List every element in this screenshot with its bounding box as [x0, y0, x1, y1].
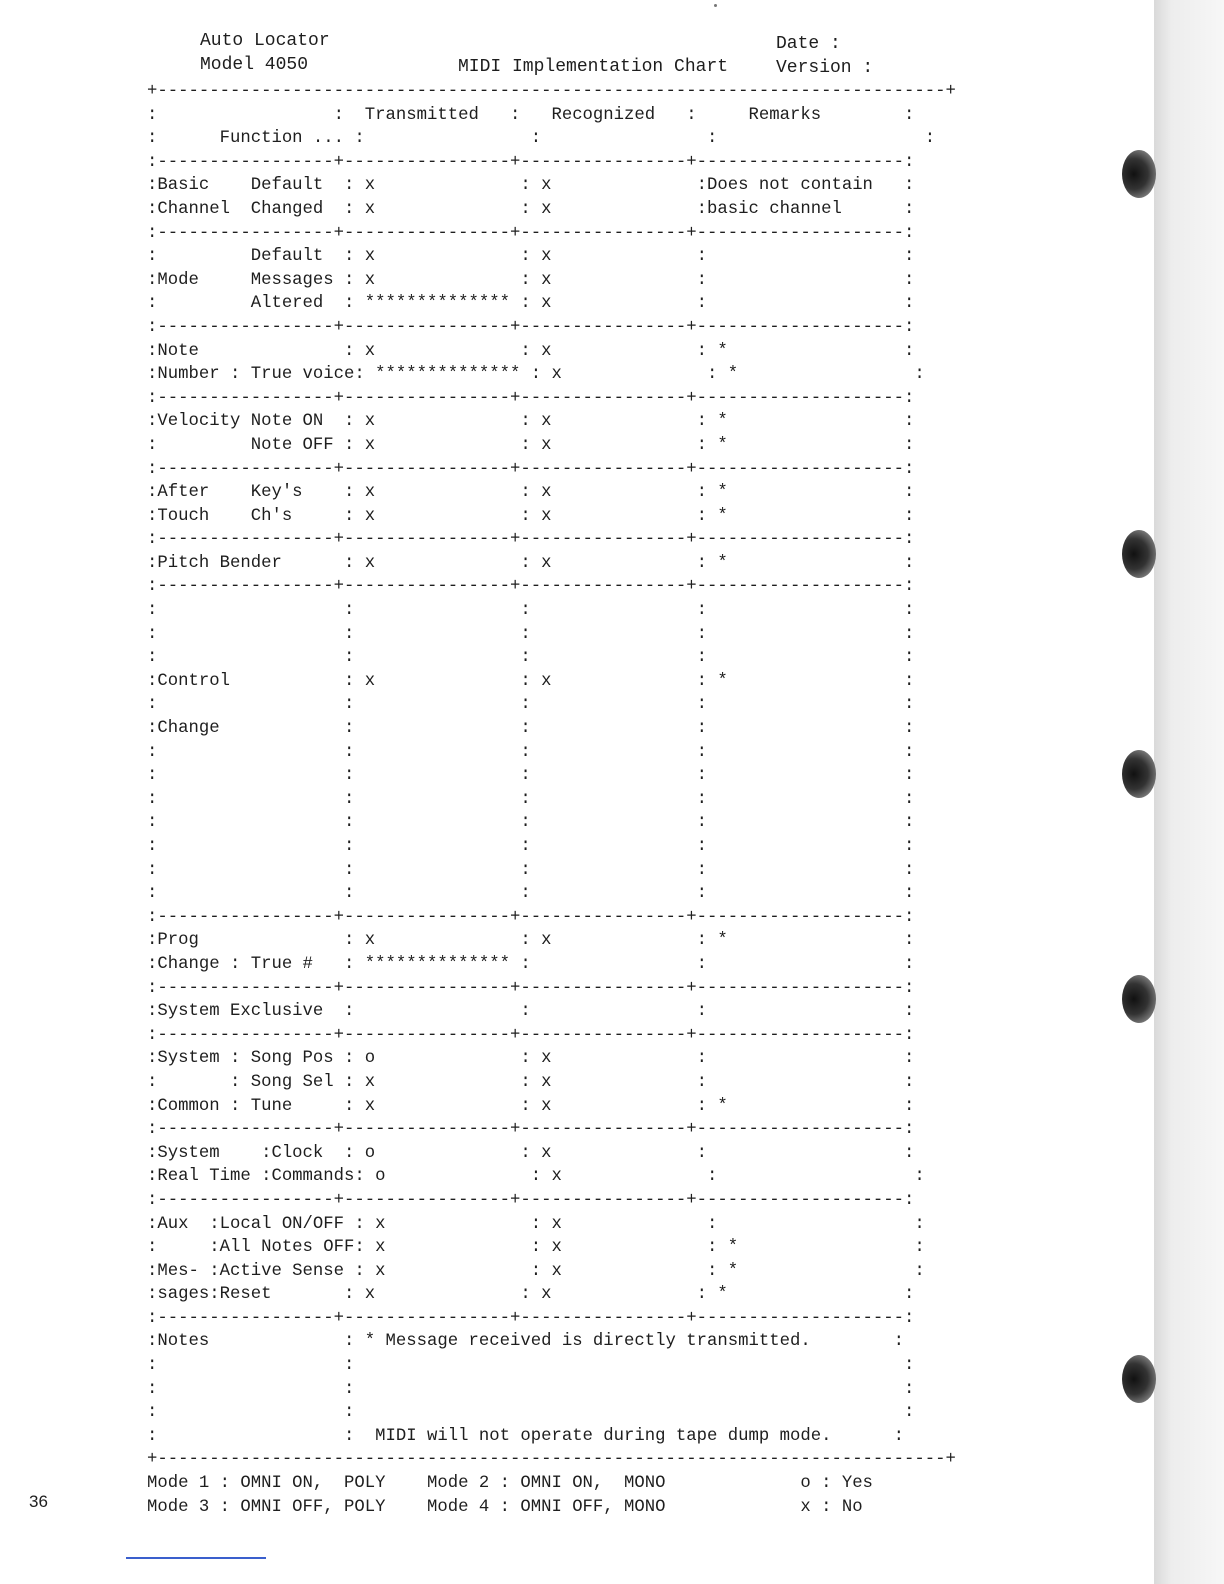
chart-line: :Change : : : : [147, 719, 915, 739]
chart-line: :-----------------+----------------+----------------+--------------------: [147, 1308, 915, 1328]
chart-line: :-----------------+----------------+----------------+--------------------: [147, 388, 915, 408]
model-number: Model 4050 [200, 55, 309, 75]
version-label: Version : [776, 58, 874, 78]
chart-line: : : : : : [147, 648, 915, 668]
chart-line: +----------------------------------------------------------------------------+ [147, 1450, 956, 1470]
chart-line: : : : : : [147, 837, 915, 856]
chart-line: :Control : x : x : * : [147, 671, 915, 691]
chart-line: :-----------------+----------------+----------------+--------------------: [147, 1120, 915, 1140]
chart-line: :-----------------+----------------+----------------+--------------------: [147, 577, 915, 597]
chart-line: :Note : x : x : * : [147, 341, 915, 361]
bottom-rule [126, 1557, 266, 1559]
chart-line: :Notes : * Message received is directly transmitted. : [147, 1332, 905, 1352]
chart-line: :Common : Tune : x : x : * : [147, 1096, 915, 1116]
chart-line: :-----------------+----------------+----------------+--------------------: [147, 317, 915, 337]
chart-line: : : : [147, 1403, 915, 1423]
chart-line: :-----------------+----------------+----------------+--------------------: [147, 223, 915, 243]
binder-hole [1122, 150, 1156, 198]
page-edge-shadow [1154, 0, 1224, 1584]
page-number: 36 [29, 1492, 48, 1511]
chart-line: : Default : x : x : : [147, 247, 915, 267]
chart-line: :Number : True voice: ************** : x : * : [147, 365, 925, 385]
chart-line: :Pitch Bender : x : x : * : [147, 553, 915, 573]
chart-line: :-----------------+----------------+----------------+--------------------: [147, 978, 915, 998]
chart-line: : : : : : [147, 813, 915, 833]
chart-line: :sages:Reset : x : x : * : [147, 1285, 915, 1305]
midi-implementation-chart [147, 80, 956, 1472]
binder-hole [1122, 530, 1156, 578]
chart-line: :Real Time :Commands: o : x : : [147, 1167, 925, 1187]
chart-line: :After Key's : x : x : * : [147, 483, 915, 503]
chart-line: : Function ... : : : : [147, 129, 936, 149]
chart-line: :-----------------+----------------+----------------+--------------------: [147, 1190, 915, 1210]
chart-line: :Mode Messages : x : x : : [147, 270, 915, 290]
chart-line: :Channel Changed : x : x :basic channel : [147, 199, 915, 219]
chart-line: :-----------------+----------------+----------------+--------------------: [147, 459, 915, 479]
chart-line: : : : [147, 1356, 915, 1376]
chart-line: : : : : : [147, 742, 915, 762]
binder-hole [1122, 1355, 1156, 1403]
chart-line: :Prog : x : x : * : [147, 931, 915, 951]
chart-line: :Velocity Note ON : x : x : * : [147, 412, 915, 432]
mode-legend-line-2: Mode 3 : OMNI OFF, POLY Mode 4 : OMNI OFF, MONO x : No [147, 1498, 863, 1517]
chart-line: : : MIDI will not operate during tape dump mode. : [147, 1426, 905, 1446]
chart-line: : : : : : [147, 624, 915, 644]
chart-line: :-----------------+----------------+----------------+--------------------: [147, 1025, 915, 1045]
chart-line: : : : : : [147, 884, 915, 904]
chart-line: :System :Clock : o : x : : [147, 1143, 915, 1163]
chart-title: MIDI Implementation Chart [458, 57, 729, 77]
chart-line: :-----------------+----------------+----------------+--------------------: [147, 907, 915, 927]
chart-line: : : Transmitted : Recognized : Remarks : [147, 105, 915, 125]
date-label: Date : [776, 34, 841, 54]
chart-line: : : : : : [147, 601, 915, 621]
chart-line: : Note OFF : x : x : * : [147, 435, 915, 455]
chart-line: :Mes- :Active Sense : x : x : * : [147, 1261, 925, 1281]
chart-line: : Altered : ************** : x : : [147, 294, 915, 314]
chart-line: : :All Notes OFF: x : x : * : [147, 1238, 925, 1258]
chart-line: :Touch Ch's : x : x : * : [147, 506, 915, 526]
chart-line: : : : : : [147, 766, 915, 786]
chart-line: : : : : : [147, 695, 915, 715]
binder-hole [1122, 975, 1156, 1023]
chart-line: +----------------------------------------------------------------------------+ [147, 82, 956, 101]
mode-legend-line-1: Mode 1 : OMNI ON, POLY Mode 2 : OMNI ON, MONO o : Yes [147, 1474, 873, 1493]
chart-line: :Basic Default : x : x :Does not contain : [147, 176, 915, 196]
chart-line: :Aux :Local ON/OFF : x : x : : [147, 1214, 925, 1234]
chart-line: :-----------------+----------------+----------------+--------------------: [147, 152, 915, 172]
chart-line: : : : [147, 1379, 915, 1399]
chart-line: : : : : : [147, 860, 915, 880]
chart-line: :System : Song Pos : o : x : : [147, 1049, 915, 1069]
scan-speck [714, 4, 717, 7]
chart-line: :Change : True # : ************** : : : [147, 954, 915, 974]
chart-line: : : Song Sel : x : x : : [147, 1072, 915, 1092]
binder-hole [1122, 750, 1156, 798]
chart-line: :-----------------+----------------+----------------+--------------------: [147, 530, 915, 550]
chart-line: :System Exclusive : : : : [147, 1002, 915, 1022]
chart-line: : : : : : [147, 789, 915, 809]
device-name: Auto Locator [200, 31, 330, 51]
